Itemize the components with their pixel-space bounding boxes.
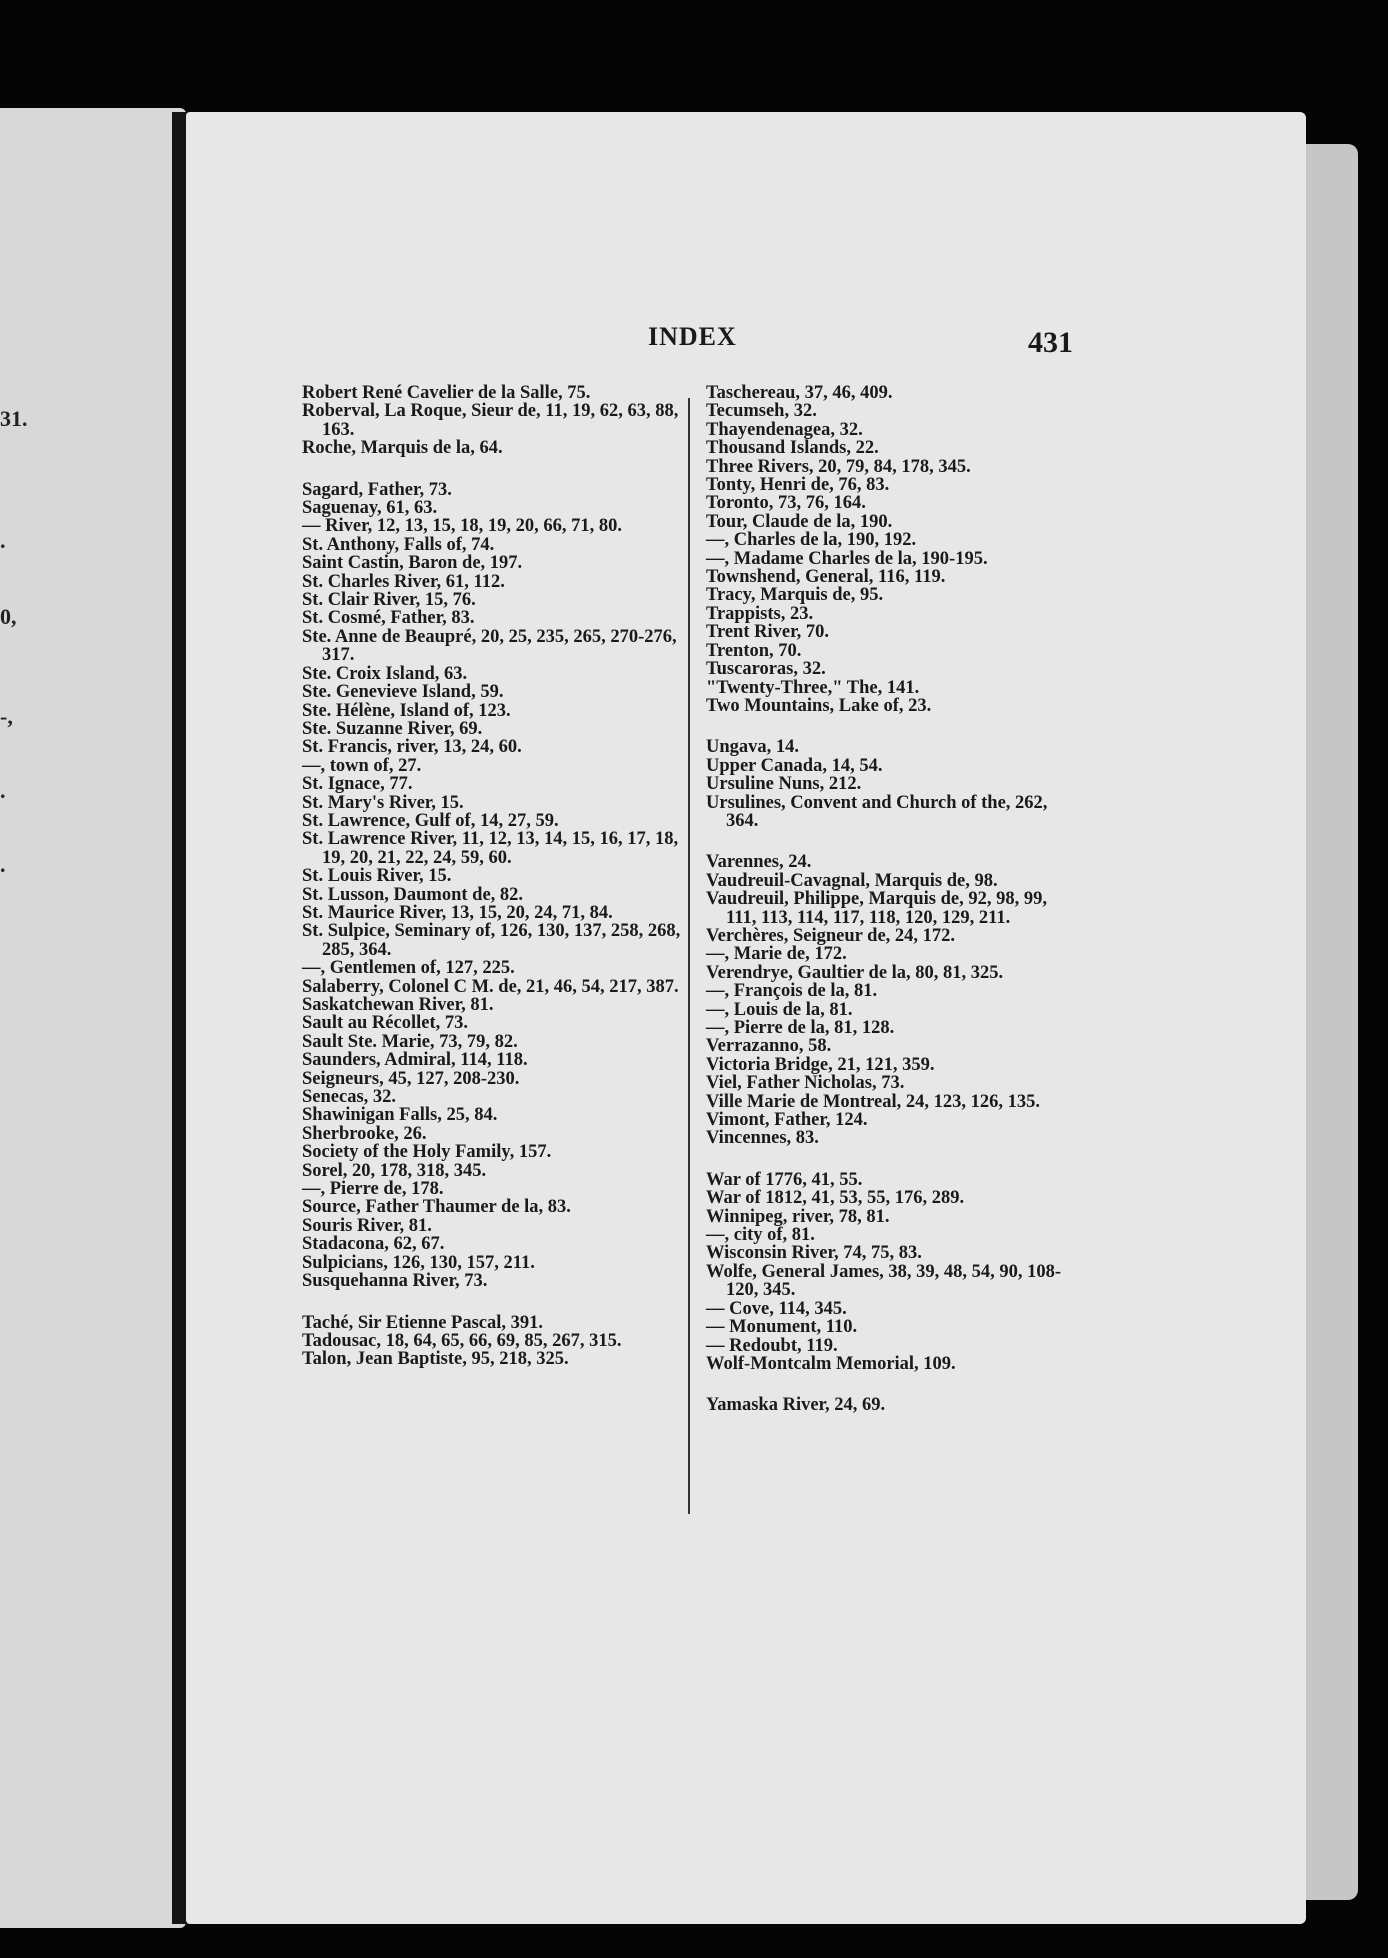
- page-number: 431: [1028, 326, 1073, 359]
- group-spacer: [706, 715, 1068, 738]
- index-entry: Ursuline Nuns, 212.: [706, 774, 862, 795]
- index-entry: —, Pierre de la, 81, 128.: [706, 1018, 895, 1038]
- index-entry: St. Sulpice, Seminary of, 126, 130, 137, 258, 268, 285, 364.: [302, 921, 681, 960]
- index-entry: Saunders, Admiral, 114, 118.: [302, 1050, 528, 1071]
- index-entry: St. Cosmé, Father, 83.: [302, 608, 475, 629]
- index-entry: Robert René Cavelier de la Salle, 75.: [302, 383, 591, 403]
- index-entry: "Twenty-Three," The, 141.: [706, 677, 920, 698]
- facing-page-edge: [0, 108, 186, 1928]
- index-entry: Verchères, Seigneur de, 24, 172.: [706, 925, 956, 946]
- index-entry: Vaudreuil, Philippe, Marquis de, 92, 98, 99, 111, 113, 114, 117, 118, 120, 129, 211.: [706, 889, 1047, 928]
- facing-page-fragment: 0,: [0, 604, 17, 629]
- index-entry: St. Maurice River, 13, 15, 20, 24, 71, 84.: [302, 902, 613, 923]
- index-entry: —, Louis de la, 81.: [706, 999, 853, 1020]
- index-entry: Upper Canada, 14, 54.: [706, 755, 883, 776]
- index-entry: Tonty, Henri de, 76, 83.: [706, 475, 890, 496]
- index-entry: Ursulines, Convent and Church of the, 262, 364.: [706, 792, 1048, 831]
- facing-page-fragment: .: [0, 528, 6, 553]
- index-entry: Source, Father Thaumer de la, 83.: [302, 1197, 571, 1218]
- group-spacer: [706, 830, 1068, 853]
- index-entry: Vincennes, 83.: [706, 1128, 819, 1149]
- index-entry: Trenton, 70.: [706, 640, 802, 661]
- index-entry: St. Anthony, Falls of, 74.: [302, 534, 495, 555]
- group-spacer: [302, 1291, 682, 1314]
- index-entry: Tour, Claude de la, 190.: [706, 511, 893, 532]
- index-entry: St. Mary's River, 15.: [302, 792, 464, 813]
- index-entry: Victoria Bridge, 21, 121, 359.: [706, 1054, 935, 1075]
- group-spacer: [706, 1148, 1068, 1171]
- index-entry: —, town of, 27.: [302, 755, 422, 776]
- index-entry: Ste. Suzanne River, 69.: [302, 718, 483, 739]
- index-entry: St. Lusson, Daumont de, 82.: [302, 884, 524, 905]
- index-entry: Tecumseh, 32.: [706, 401, 817, 422]
- index-entry: War of 1812, 41, 53, 55, 176, 289.: [706, 1188, 965, 1209]
- index-entry: Sault au Récollet, 73.: [302, 1013, 468, 1034]
- group-spacer: [302, 458, 682, 481]
- index-entry: Souris River, 81.: [302, 1215, 432, 1236]
- index-entry: Sherbrooke, 26.: [302, 1123, 427, 1144]
- index-entry: Thousand Islands, 22.: [706, 438, 879, 459]
- index-entry: Three Rivers, 20, 79, 84, 178, 345.: [706, 456, 971, 477]
- index-entry: St. Lawrence River, 11, 12, 13, 14, 15, 16, 17, 18, 19, 20, 21, 22, 24, 59, 60.: [302, 829, 679, 868]
- index-entry: Viel, Father Nicholas, 73.: [706, 1073, 905, 1094]
- index-entry: Taché, Sir Etienne Pascal, 391.: [302, 1312, 544, 1333]
- index-entry: Wolfe, General James, 38, 39, 48, 54, 90, 108-120, 345.: [706, 1261, 1062, 1301]
- index-entry: — Cove, 114, 345.: [706, 1298, 847, 1319]
- index-entry: St. Francis, river, 13, 24, 60.: [302, 737, 522, 758]
- index-entry: Salaberry, Colonel C M. de, 21, 46, 54, 217, 387.: [302, 976, 679, 997]
- index-entry: Saint Castin, Baron de, 197.: [302, 553, 523, 574]
- index-entry: Ste. Hélène, Island of, 123.: [302, 700, 511, 721]
- facing-page-fragment: -,: [0, 704, 13, 729]
- index-entry: St. Clair River, 15, 76.: [302, 590, 476, 611]
- index-entry: Saskatchewan River, 81.: [302, 995, 494, 1015]
- index-entry: Roche, Marquis de la, 64.: [302, 438, 503, 459]
- group-spacer: [706, 1373, 1068, 1396]
- index-entry: St. Ignace, 77.: [302, 774, 413, 795]
- index-entry: Roberval, La Roque, Sieur de, 11, 19, 62, 63, 88, 163.: [302, 401, 679, 440]
- index-entry: Sault Ste. Marie, 73, 79, 82.: [302, 1031, 518, 1052]
- index-entry: —, city of, 81.: [706, 1225, 815, 1246]
- index-entry: —, Gentlemen of, 127, 225.: [302, 958, 515, 979]
- index-entry: Senecas, 32.: [302, 1087, 397, 1108]
- index-entry: Wolf-Montcalm Memorial, 109.: [706, 1353, 956, 1374]
- index-entry: St. Charles River, 61, 112.: [302, 571, 505, 592]
- index-entry: Yamaska River, 24, 69.: [706, 1395, 886, 1416]
- index-entry: Trent River, 70.: [706, 622, 829, 643]
- index-column-right: [706, 384, 1068, 1415]
- index-entry: Stadacona, 62, 67.: [302, 1234, 445, 1255]
- facing-page-fragment: .: [0, 852, 6, 877]
- index-entry: Shawinigan Falls, 25, 84.: [302, 1105, 498, 1126]
- index-entry: Taschereau, 37, 46, 409.: [706, 383, 893, 403]
- index-entry: St. Louis River, 15.: [302, 866, 452, 887]
- index-entry: Winnipeg, river, 78, 81.: [706, 1206, 890, 1227]
- facing-page-fragment: 31.: [0, 406, 28, 431]
- index-entry: Vaudreuil-Cavagnal, Marquis de, 98.: [706, 870, 998, 891]
- column-divider: [688, 398, 690, 1514]
- facing-page-fragment: .: [0, 778, 6, 803]
- index-entry: Seigneurs, 45, 127, 208-230.: [302, 1068, 520, 1089]
- page-title: INDEX: [648, 322, 737, 351]
- index-entry: Ungava, 14.: [706, 737, 800, 758]
- index-entry: —, Pierre de, 178.: [302, 1179, 444, 1200]
- index-entry: Ste. Genevieve Island, 59.: [302, 682, 504, 703]
- index-entry: Wisconsin River, 74, 75, 83.: [706, 1243, 922, 1264]
- index-entry: Thayendenagea, 32.: [706, 419, 863, 440]
- index-entry: Ste. Croix Island, 63.: [302, 663, 468, 684]
- index-entry: Society of the Holy Family, 157.: [302, 1142, 552, 1163]
- index-entry: — River, 12, 13, 15, 18, 19, 20, 66, 71, 80.: [302, 516, 622, 537]
- index-entry: Susquehanna River, 73.: [302, 1271, 488, 1292]
- index-entry: —, François de la, 81.: [706, 981, 878, 1002]
- index-entry: Verendrye, Gaultier de la, 80, 81, 325.: [706, 962, 1004, 983]
- index-entry: Two Mountains, Lake of, 23.: [706, 695, 932, 716]
- index-entry: St. Lawrence, Gulf of, 14, 27, 59.: [302, 810, 559, 831]
- index-entry: —, Madame Charles de la, 190-195.: [706, 548, 988, 569]
- index-entry: Tracy, Marquis de, 95.: [706, 585, 884, 606]
- index-entry: — Redoubt, 119.: [706, 1335, 838, 1356]
- index-entry: Vimont, Father, 124.: [706, 1110, 868, 1131]
- index-entry: Trappists, 23.: [706, 603, 814, 624]
- index-entry: —, Marie de, 172.: [706, 944, 847, 965]
- index-entry: Toronto, 73, 76, 164.: [706, 493, 866, 514]
- index-entry: Saguenay, 61, 63.: [302, 498, 438, 519]
- index-entry: Varennes, 24.: [706, 852, 812, 873]
- index-entry: Tuscaroras, 32.: [706, 659, 826, 680]
- index-entry: Sulpicians, 126, 130, 157, 211.: [302, 1252, 535, 1273]
- index-entry: Ville Marie de Montreal, 24, 123, 126, 135.: [706, 1091, 1040, 1112]
- index-column-left: [302, 384, 682, 1369]
- index-entry: War of 1776, 41, 55.: [706, 1169, 863, 1190]
- index-entry: Verrazanno, 58.: [706, 1036, 832, 1057]
- index-entry: — Monument, 110.: [706, 1317, 858, 1338]
- index-entry: Ste. Anne de Beaupré, 20, 25, 235, 265, 270-276, 317.: [302, 626, 677, 666]
- index-entry: Talon, Jean Baptiste, 95, 218, 325.: [302, 1349, 569, 1370]
- index-entry: —, Charles de la, 190, 192.: [706, 530, 917, 551]
- index-entry: Tadousac, 18, 64, 65, 66, 69, 85, 267, 315.: [302, 1330, 622, 1351]
- index-entry: Sorel, 20, 178, 318, 345.: [302, 1160, 487, 1181]
- index-entry: Townshend, General, 116, 119.: [706, 567, 946, 588]
- index-entry: Sagard, Father, 73.: [302, 479, 452, 500]
